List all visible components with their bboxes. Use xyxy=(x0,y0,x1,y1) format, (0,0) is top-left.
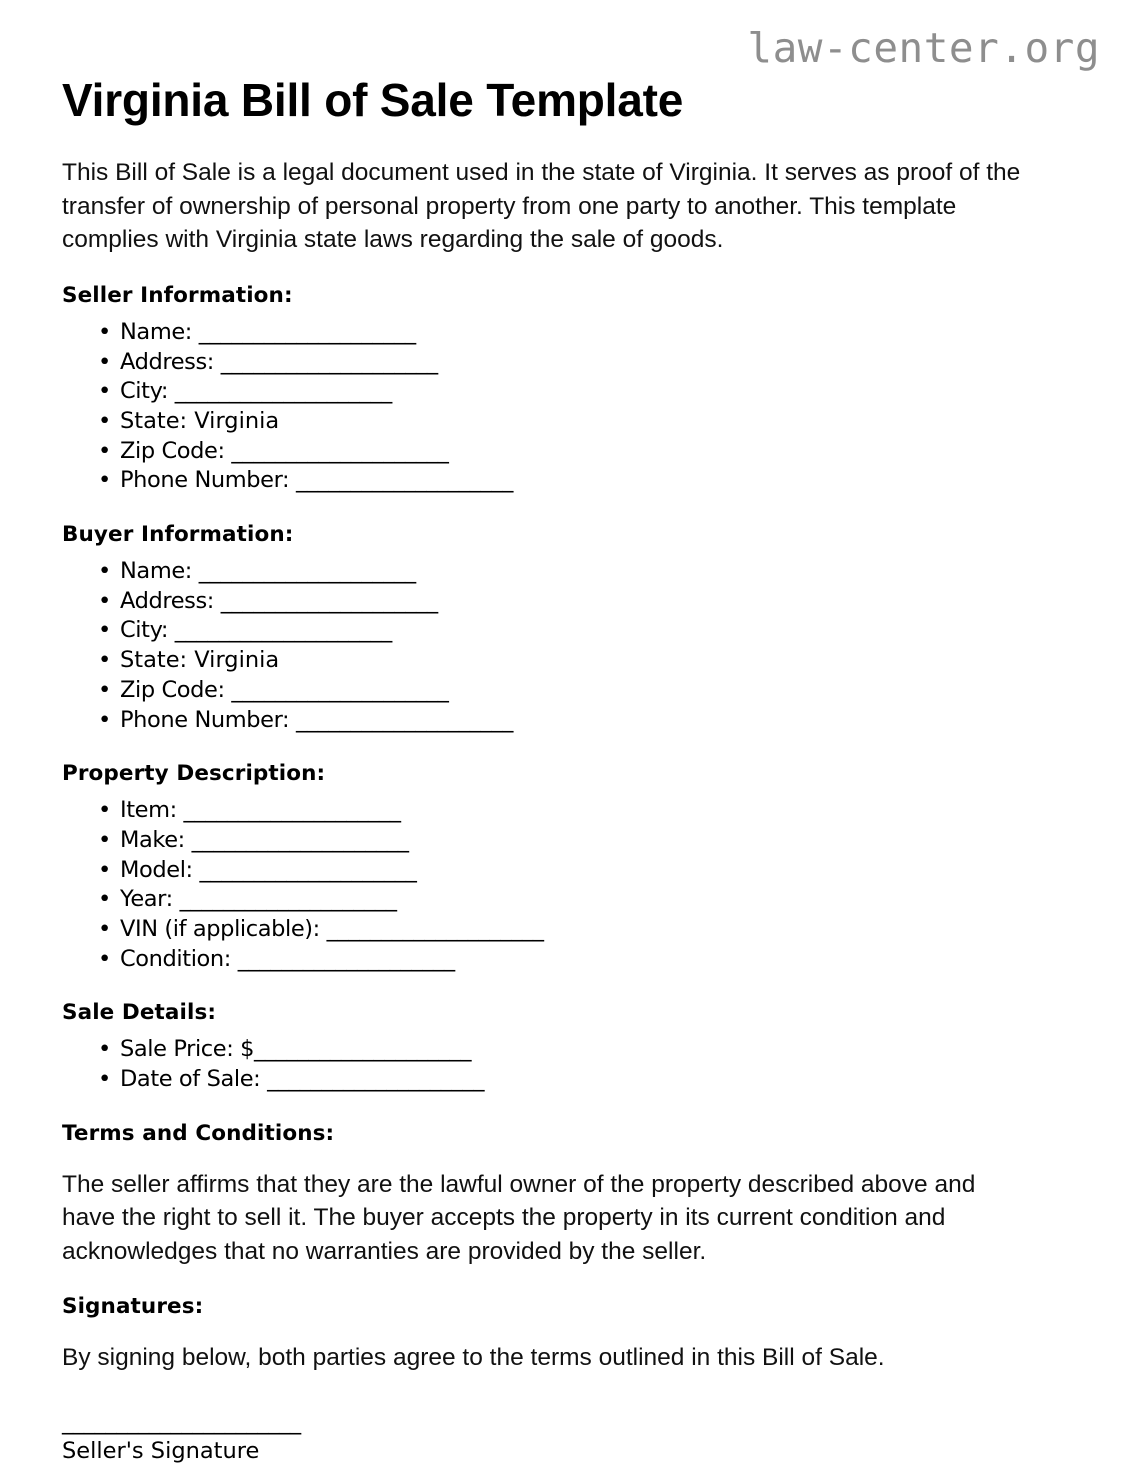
intro-paragraph: This Bill of Sale is a legal document used in the state of Virginia. It serves as proof of the transfer of ownership of personal property from one party to another. This template complies with Virginia state laws regarding the sale of goods. xyxy=(62,159,1021,254)
field-year: Year: ____________________ xyxy=(120,886,397,913)
field-vin: VIN (if applicable): ____________________ xyxy=(120,915,544,942)
sale-details-heading: Sale Details: xyxy=(62,1000,217,1026)
list-item xyxy=(62,676,1071,706)
seller-signature-block xyxy=(62,1375,1071,1467)
list-item xyxy=(62,587,1071,617)
sale-details-list xyxy=(62,1025,1071,1094)
field-phone: Phone Number: ____________________ xyxy=(120,706,513,733)
page-title: Virginia Bill of Sale Template xyxy=(62,74,684,126)
field-address: Address: ____________________ xyxy=(120,348,438,375)
field-city: City: ____________________ xyxy=(120,617,392,644)
field-zip-code: Zip Code: ____________________ xyxy=(120,676,449,703)
list-item xyxy=(62,945,1071,975)
field-state: State: Virginia xyxy=(120,647,280,674)
signatures-heading: Signatures: xyxy=(62,1294,204,1320)
list-item xyxy=(62,1065,1071,1095)
list-item xyxy=(62,616,1071,646)
field-model: Model: ____________________ xyxy=(120,856,417,883)
field-item: Item: ____________________ xyxy=(120,797,401,824)
terms-and-conditions-paragraph: The seller affirms that they are the lawful owner of the property described above and have the right to sell it. The buyer accepts the property in its current condition and acknowledges that no warranties are provided by the seller. xyxy=(62,1170,976,1265)
field-state: State: Virginia xyxy=(120,408,280,435)
list-item xyxy=(62,377,1071,407)
seller-signature-label: Seller's Signature xyxy=(62,1438,260,1465)
field-sale-price: Sale Price: $____________________ xyxy=(120,1036,472,1063)
site-watermark: law-center.org xyxy=(747,24,1100,72)
list-item xyxy=(62,796,1071,826)
field-zip-code: Zip Code: ____________________ xyxy=(120,437,449,464)
property-description-list xyxy=(62,786,1071,974)
signatures-paragraph: By signing below, both parties agree to the terms outlined in this Bill of Sale. xyxy=(62,1344,885,1372)
list-item xyxy=(62,437,1071,467)
field-date-of-sale: Date of Sale: ____________________ xyxy=(120,1066,485,1093)
list-item xyxy=(62,348,1071,378)
list-item xyxy=(62,466,1071,496)
property-description-heading: Property Description: xyxy=(62,761,326,787)
list-item xyxy=(62,646,1071,676)
list-item xyxy=(62,856,1071,886)
list-item xyxy=(62,885,1071,915)
seller-information-heading: Seller Information: xyxy=(62,282,293,308)
field-name: Name: ____________________ xyxy=(120,318,416,345)
list-item xyxy=(62,706,1071,736)
list-item xyxy=(62,826,1071,856)
list-item xyxy=(62,318,1071,348)
field-city: City: ____________________ xyxy=(120,378,392,405)
buyer-information-heading: Buyer Information: xyxy=(62,522,294,548)
field-condition: Condition: ____________________ xyxy=(120,945,455,972)
field-address: Address: ____________________ xyxy=(120,587,438,614)
list-item xyxy=(62,557,1071,587)
field-phone: Phone Number: ____________________ xyxy=(120,467,513,494)
list-item xyxy=(62,407,1071,437)
field-make: Make: ____________________ xyxy=(120,826,409,853)
seller-signature-line[interactable]: ______________________ xyxy=(62,1408,301,1435)
terms-and-conditions-heading: Terms and Conditions: xyxy=(62,1120,335,1146)
list-item xyxy=(62,1035,1071,1065)
buyer-information-list xyxy=(62,547,1071,735)
list-item xyxy=(62,915,1071,945)
field-name: Name: ____________________ xyxy=(120,558,416,585)
seller-information-list xyxy=(62,308,1071,496)
